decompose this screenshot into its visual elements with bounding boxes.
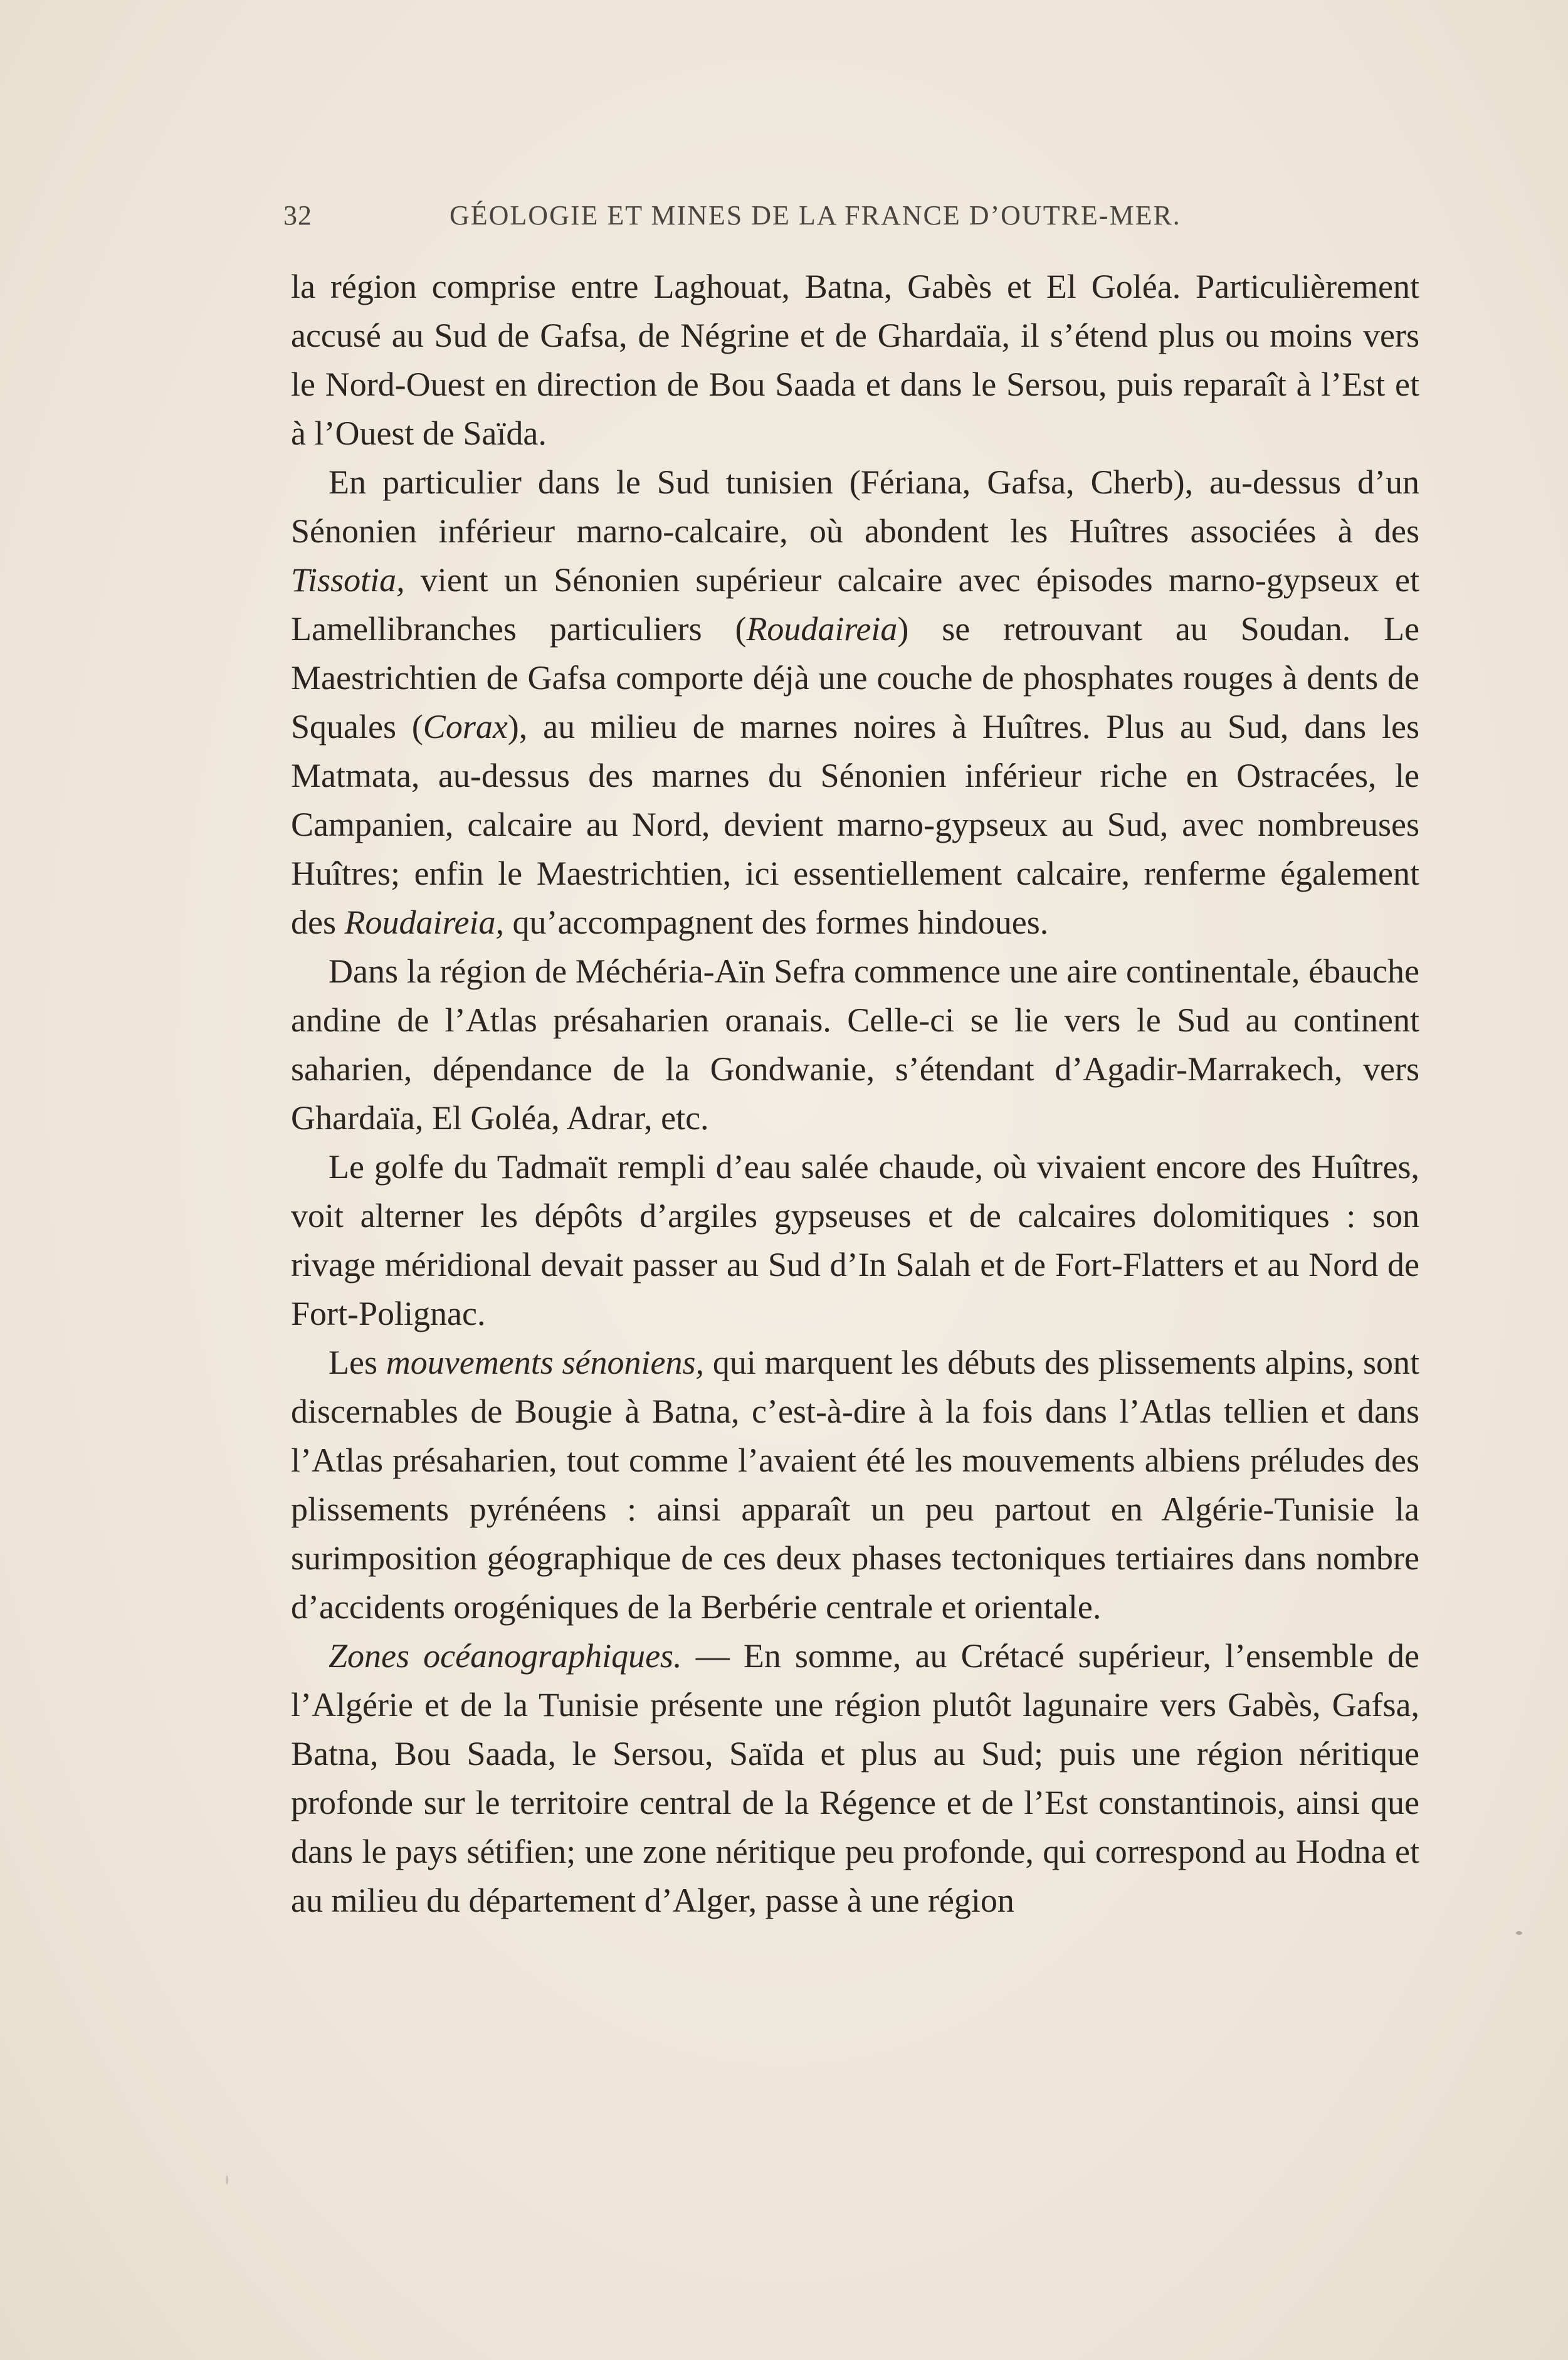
page-number: 32 <box>283 200 312 231</box>
text-segment: — En somme, au Crétacé supérieur, l’ensemble de l’Algérie et de la Tunisie présente une région plutôt lagunaire vers Gabès, Gafsa, Batna, Bou Saada, le Sersou, Saïda et plus au Sud; puis une région néritique profonde sur le territoire central de la Régence et de l’Est constantinois, ainsi que dans le pays sétifien; une zone néritique peu profonde, qui correspond au Hodna et au milieu du département d’Alger, passe à une région <box>291 1637 1419 1919</box>
italic-genus-tissotia: Tissotia, <box>291 561 405 599</box>
paper-speck <box>226 2176 228 2184</box>
paragraph-2 <box>291 458 1419 947</box>
text-segment: Les <box>329 1344 386 1381</box>
paragraph-5 <box>291 1338 1419 1631</box>
text-segment: Dans la région de Méchéria-Aïn Sefra commence une aire continentale, ébauche andine de l’Atlas présaharien oranais. Celle-ci se lie vers le Sud au continent saharien, dépendance de la Gondwanie, s’étendant d’Agadir-Marrakech, vers Ghardaïa, El Goléa, Adrar, etc. <box>291 952 1419 1137</box>
paragraph-1 <box>291 262 1419 458</box>
italic-genus-corax: Corax <box>423 708 508 745</box>
paragraph-4 <box>291 1142 1419 1338</box>
paragraph-6 <box>291 1631 1419 1925</box>
section-heading-zones-oceanographiques: Zones océanographiques. <box>329 1637 682 1675</box>
text-segment: Le golfe du Tadmaït rempli d’eau salée chaude, où vivaient encore des Huîtres, voit alterner les dépôts d’argiles gypseuses et de calcaires dolomitiques : son rivage méridional devait passer au Sud d’In Salah et de Fort-Flatters et au Nord de Fort-Polignac. <box>291 1148 1419 1332</box>
text-segment: qui marquent les débuts des plissements alpins, sont discernables de Bougie à Batna, c’est-à-dire à la fois dans l’Atlas tellien et dans l’Atlas présaharien, tout comme l’avaient été les mouvements albiens préludes des plissements pyrénéens : ainsi apparaît un peu partout en Algérie-Tunisie la surimposition géographique de ces deux phases tectoniques tertiaires dans nombre d’accidents orogéniques de la Berbérie centrale et orientale. <box>291 1344 1419 1626</box>
text-segment: ) se retrouvant au Soudan. Le Maestrichtien de Gafsa comporte déjà une couche de phosphates rouges à dents de Squales ( <box>291 610 1419 745</box>
text-segment: vient un Sénonien supérieur calcaire avec épisodes marno-gypseux et Lamellibranches particuliers ( <box>291 561 1419 648</box>
text-segment: la région comprise entre Laghouat, Batna, Gabès et El Goléa. Particulièrement accusé au Sud de Gafsa, de Négrine et de Ghardaïa, il s’étend plus ou moins vers le Nord-Ouest en direction de Bou Saada et dans le Sersou, puis reparaît à l’Est et à l’Ouest de Saïda. <box>291 268 1419 452</box>
body-text <box>291 262 1419 1925</box>
paragraph-3 <box>291 947 1419 1142</box>
text-segment: En particulier dans le Sud tunisien (Fériana, Gafsa, Cherb), au-dessus d’un Sénonien inférieur marno-calcaire, où abondent les Huîtres associées à des <box>291 463 1419 550</box>
italic-genus-roudaireia-2: Roudaireia, <box>344 903 504 941</box>
page-header <box>283 199 1255 237</box>
text-segment: ), au milieu de marnes noires à Huîtres. Plus au Sud, dans les Matmata, au-dessus des marnes du Sénonien inférieur riche en Ostracées, le Campanien, calcaire au Nord, devient marno-gypseux au Sud, avec nombreuses Huîtres; enfin le Maestrichtien, ici essentiellement calcaire, renferme également des <box>291 708 1419 941</box>
italic-mouvements-senoniens: mouvements sénoniens, <box>386 1344 705 1381</box>
italic-genus-roudaireia: Roudaireia <box>746 610 898 648</box>
running-title: GÉOLOGIE ET MINES DE LA FRANCE D’OUTRE-MER. <box>450 200 1181 231</box>
text-segment: qu’accompagnent des formes hindoues. <box>503 903 1049 941</box>
paper-speck <box>1516 1931 1522 1935</box>
